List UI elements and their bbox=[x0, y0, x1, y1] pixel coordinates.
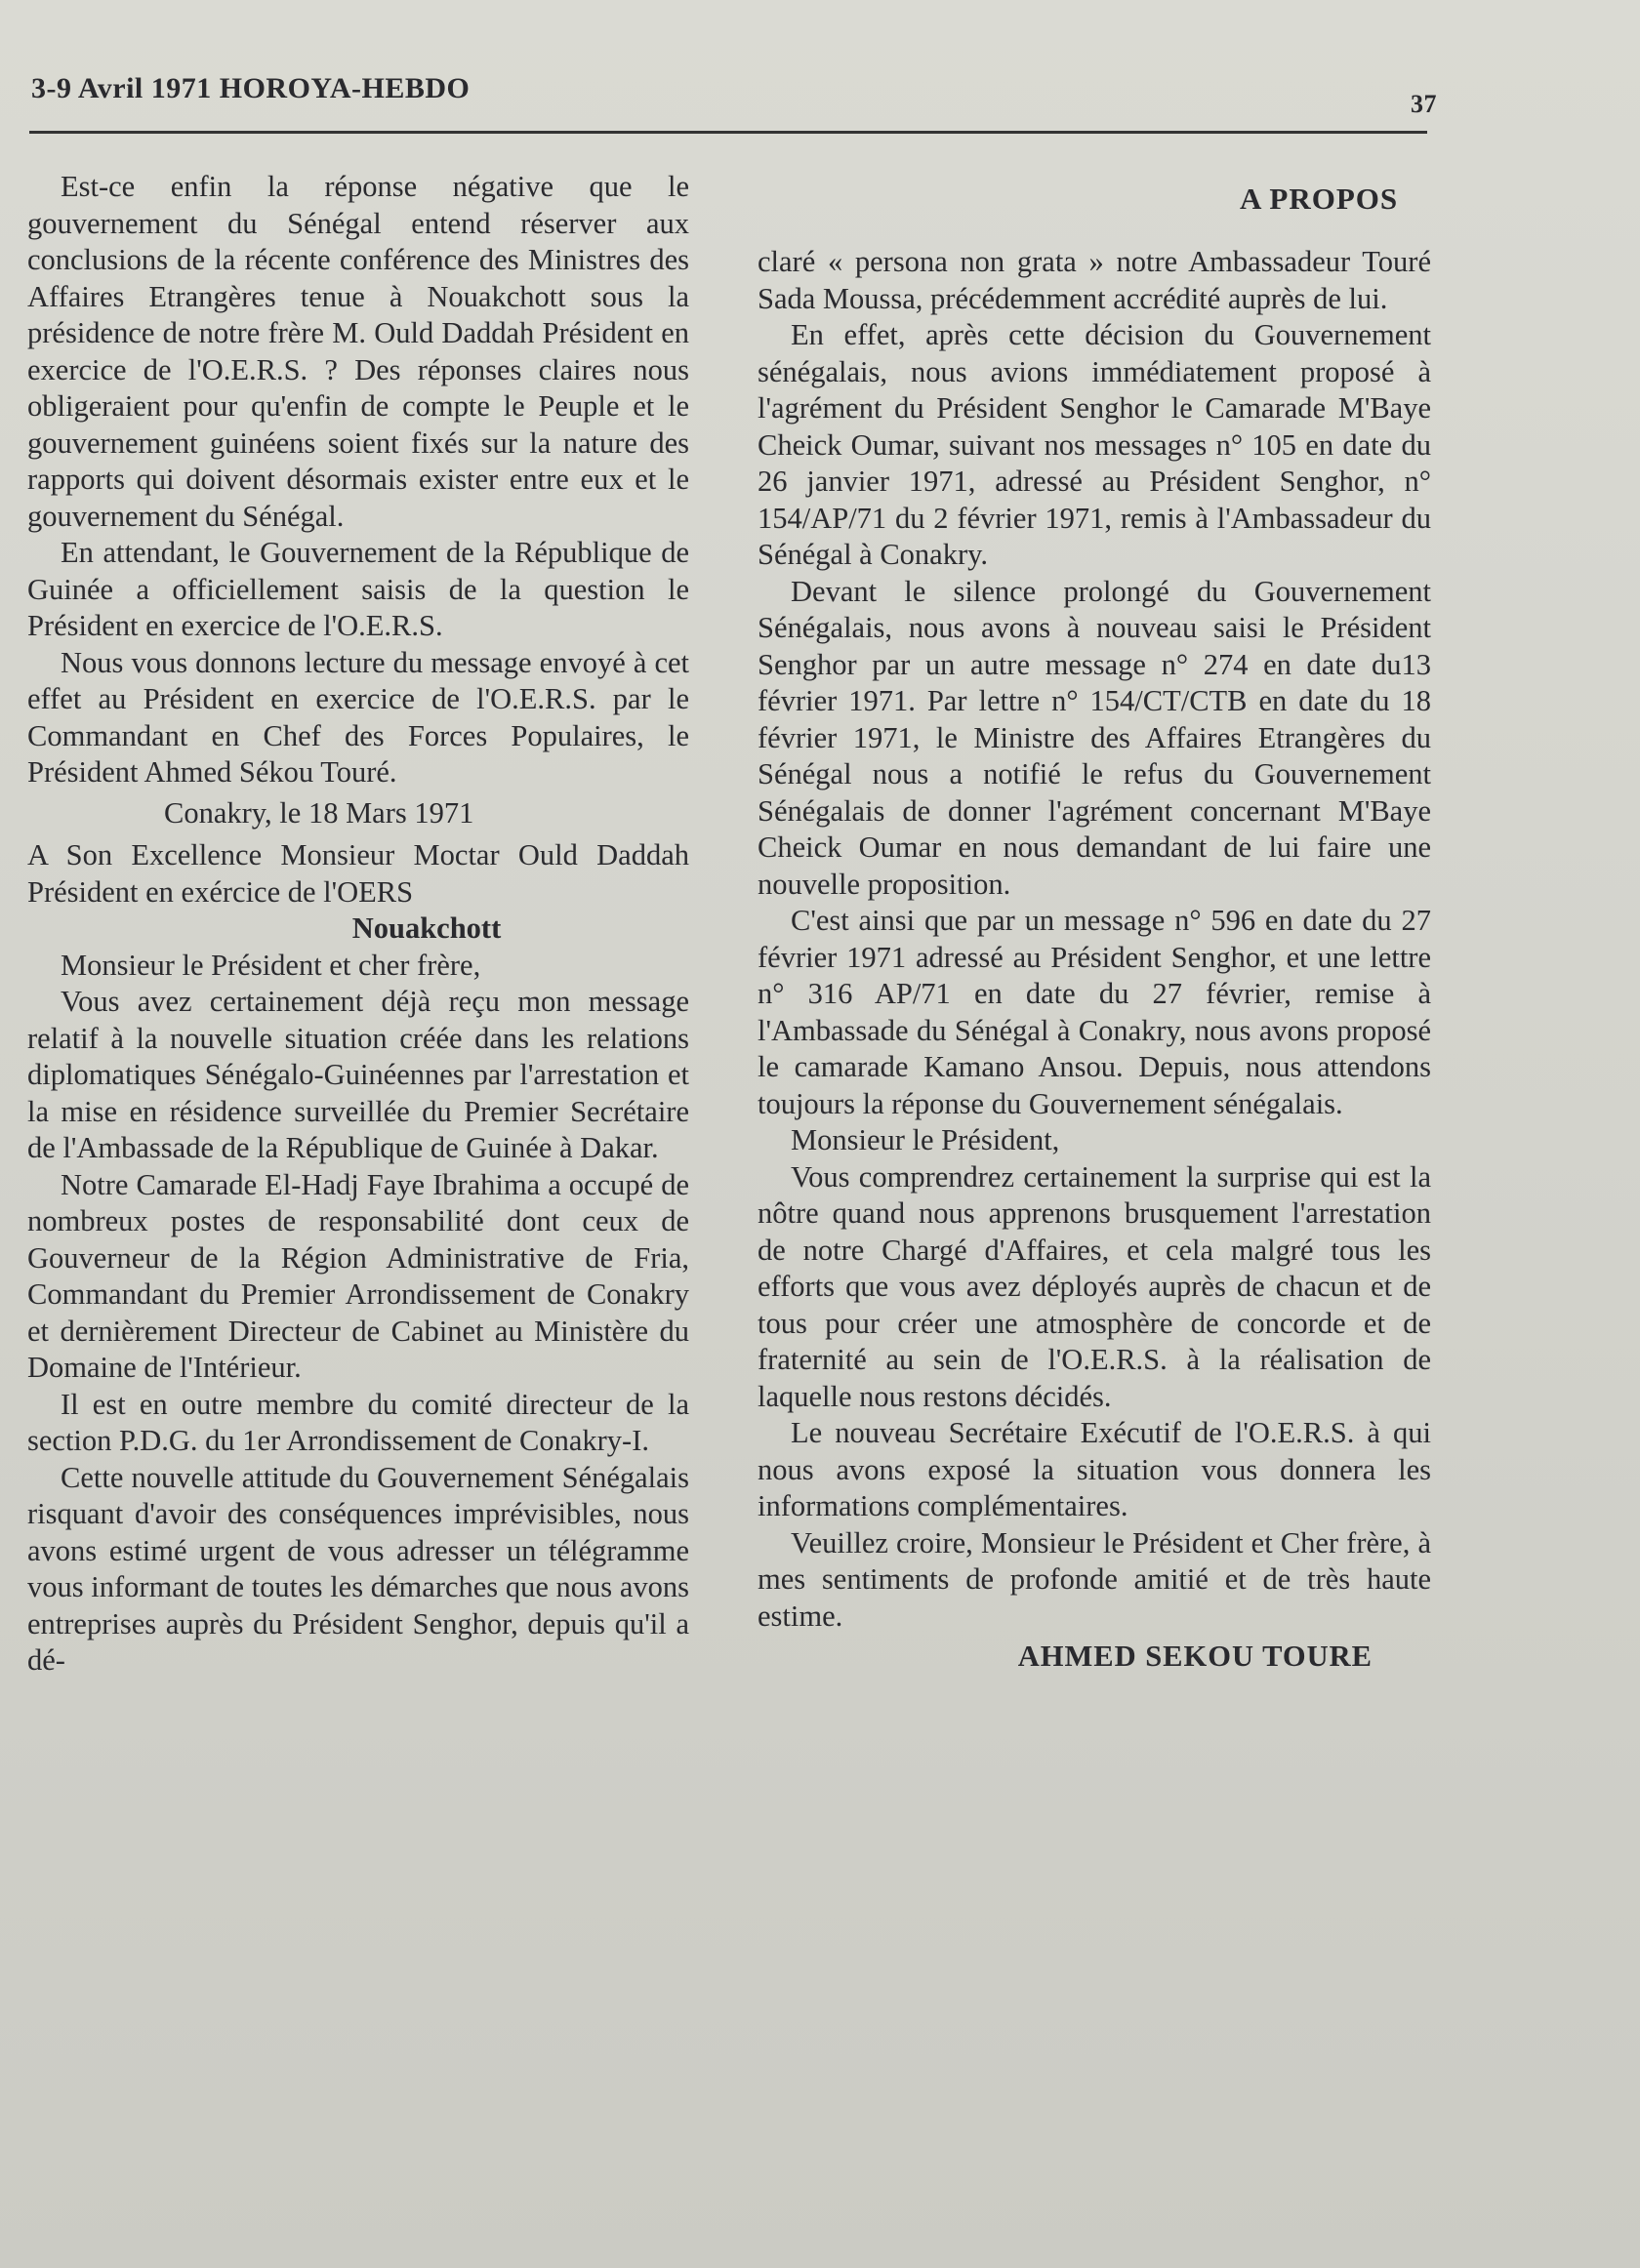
letter-paragraph: Vous avez certainement déjà reçu mon message relatif à la nouvelle situation créée dans les relations diplomatiques Sénégalo-Guinéennes par l'arrestation et la mise en résidence surveillée du Premier Secrétaire de l'Ambassade de la République de Guinée à Dakar. bbox=[27, 985, 689, 1164]
paragraph: Le nouveau Secrétaire Exécutif de l'O.E.R.S. à qui nous avons exposé la situation vous donnera les informations complémentaires. bbox=[758, 1416, 1431, 1522]
paragraph: Est-ce enfin la réponse négative que le gouvernement du Sénégal entend réserver aux conclusions de la récente conférence des Ministres des Affaires Etrangères tenue à Nouakchott sous la présidence de notre frère M. Ould Daddah Président en exercice de l'O.E.R.S. ? Des réponses claires nous obligeraient pour qu'enfin de compte le Peuple et le gouvernement guinéens soient fixés sur la nature des rapports qui doivent désormais exister entre eux et le gouvernement du Sénégal. bbox=[27, 170, 689, 533]
paragraph: Devant le silence prolongé du Gouvernement Sénégalais, nous avons à nouveau saisi le Président Senghor par un autre message n° 274 en date du13 février 1971. Par lettre n° 154/CT/CTB en date du 18 février 1971, le Ministre des Affaires Etrangères du Sénégal nous a notifié le refus du Gouvernement Sénégalais de donner l'agrément concernant M'Baye Cheick Oumar en nous demandant de lui faire une nouvelle proposition. bbox=[758, 574, 1431, 901]
paragraph: Nous vous donnons lecture du message envoyé à cet effet au Président en exercice de l'O.E.R.S. par le Commandant en Chef des Forces Populaires, le Président Ahmed Sékou Touré. bbox=[27, 645, 689, 789]
paragraph: En effet, après cette décision du Gouvernement sénégalais, nous avions immédiatement proposé à l'agrément du Président Senghor le Camarade M'Baye Cheick Oumar, suivant nos messages n° 105 en date du 26 janvier 1971, adressé au Président Senghor, n° 154/AP/71 du 2 février 1971, remis à l'Ambassadeur du Sénégal à Conakry. bbox=[758, 318, 1431, 571]
running-header bbox=[31, 68, 1437, 127]
page-number: 37 bbox=[1411, 90, 1437, 118]
letter-destination: Nouakchott bbox=[351, 911, 502, 945]
left-column bbox=[27, 169, 689, 1680]
paragraph: Veuillez croire, Monsieur le Président et Cher frère, à mes sentiments de profonde amitié et de très haute estime. bbox=[758, 1525, 1431, 1633]
letter-address: A Son Excellence Monsieur Moctar Ould Daddah Président en exércice de l'OERS bbox=[27, 838, 689, 909]
header-rule bbox=[29, 131, 1427, 134]
running-title: 3-9 Avril 1971 HOROYA-HEBDO bbox=[31, 72, 471, 104]
dateline: Conakry, le 18 Mars 1971 bbox=[164, 795, 474, 830]
paragraph: C'est ainsi que par un message n° 596 en date du 27 février 1971 adressé au Président Senghor, et une lettre n° 316 AP/71 en date du 27 février, remise à l'Ambassade du Sénégal à Conakry, nous avons proposé le camarade Kamano Ansou. Depuis, nous attendons toujours la réponse du Gouvernement sénégalais. bbox=[758, 904, 1431, 1120]
letter-paragraph: Il est en outre membre du comité directeur de la section P.D.G. du 1er Arrondissement de Conakry-I. bbox=[27, 1387, 689, 1457]
letter-salutation: Monsieur le Président et cher frère, bbox=[61, 948, 481, 982]
continued-paragraph: claré « persona non grata » notre Ambassadeur Touré Sada Moussa, précédemment accrédité auprès de lui. bbox=[758, 245, 1431, 315]
letter-paragraph: Cette nouvelle attitude du Gouvernement Sénégalais risquant d'avoir des conséquences imprévisibles, nous avons estimé urgent de vous adresser un télégramme vous informant de toutes les démarches que nous avons entreprises auprès du Président Senghor, depuis qu'il a dé- bbox=[27, 1460, 689, 1677]
paragraph: En attendant, le Gouvernement de la République de Guinée a officiellement saisis de la question le Président en exercice de l'O.E.R.S. bbox=[27, 536, 689, 642]
signature: AHMED SEKOU TOURE bbox=[1017, 1640, 1373, 1673]
letter-salutation: Monsieur le Président, bbox=[791, 1123, 1060, 1156]
letter-paragraph: Notre Camarade El-Hadj Faye Ibrahima a occupé de nombreux postes de responsabilité dont ceux de Gouverneur de la Région Administrative de Fria, Commandant du Premier Arrondissement de Conakry et dernièrement Directeur de Cabinet au Ministère du Domaine de l'Intérieur. bbox=[27, 1167, 689, 1384]
section-title: A PROPOS bbox=[1240, 182, 1399, 216]
right-column bbox=[758, 244, 1431, 1676]
paragraph: Vous comprendrez certainement la surprise qui est la nôtre quand nous apprenons brusquement l'arrestation de notre Chargé d'Affaires, et cela malgré tous les efforts que vous avez déployés auprès de chacun et de tous pour créer une atmosphère de concorde et de fraternité au sein de l'O.E.R.S. à la réalisation de laquelle nous restons décidés. bbox=[758, 1159, 1431, 1413]
